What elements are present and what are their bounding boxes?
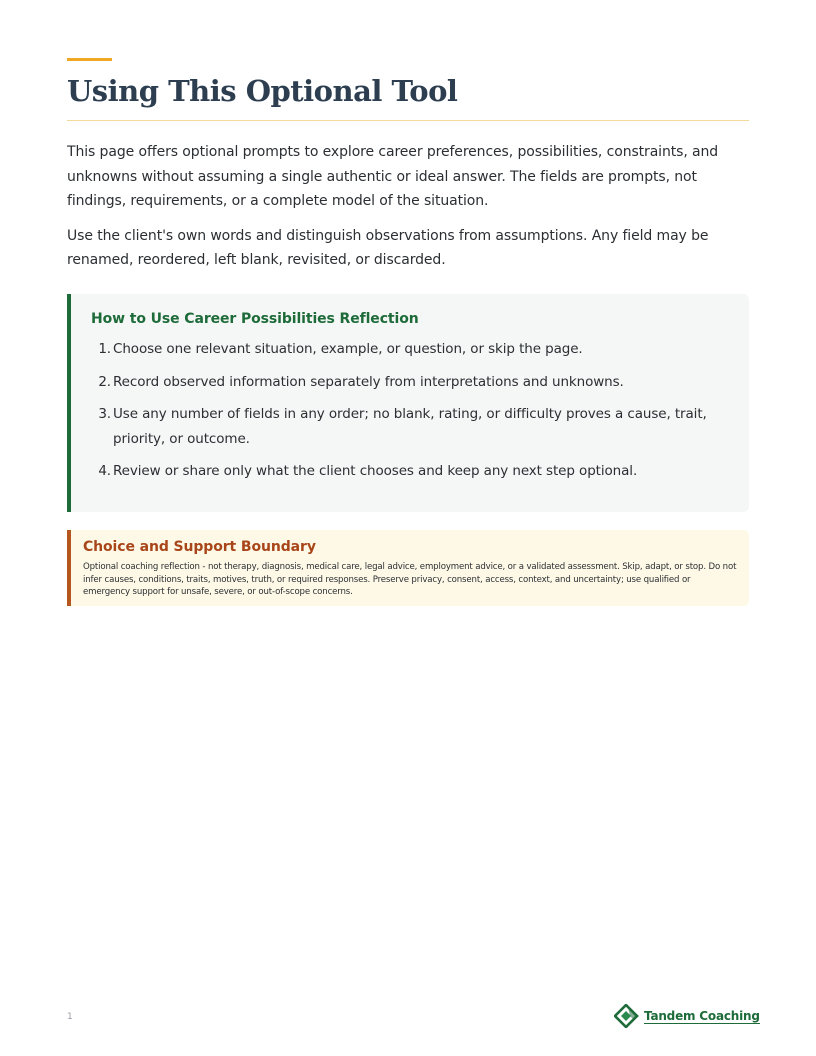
- boundary-callout: [67, 530, 749, 606]
- boundary-text: Optional coaching reflection - not therapy, diagnosis, medical care, legal advice, employment advice, or a validated assessment. Skip, adapt, or stop. Do not infer causes, conditions, traits, motives, truth, or required responses. Preserve privacy, consent, access, context, and uncertainty; use qualified or emergency support for unsafe, severe, or out-of-scope concerns.: [83, 562, 737, 597]
- title-accent-bar: [67, 58, 112, 61]
- brand-name: Tandem Coaching: [644, 1008, 760, 1023]
- list-item: [96, 337, 716, 362]
- how-to-callout: [67, 294, 749, 512]
- step-text: Review or share only what the client chooses and keep any next step optional.: [113, 463, 638, 479]
- list-item: [96, 402, 716, 451]
- list-item: [96, 370, 716, 395]
- how-to-title: How to Use Career Possibilities Reflection: [91, 311, 419, 327]
- title-divider: [67, 120, 749, 121]
- step-number: 2.: [98, 373, 111, 390]
- list-item: [96, 459, 716, 484]
- step-text: Choose one relevant situation, example, or question, or skip the page.: [113, 341, 583, 357]
- step-number: 4.: [98, 463, 111, 479]
- boundary-title: Choice and Support Boundary: [83, 539, 316, 555]
- brand-logo: [614, 1004, 760, 1028]
- step-number: 1.: [98, 341, 111, 357]
- step-text: Use any number of fields in any order; no blank, rating, or difficulty proves a cause, trait, priority, or outcome.: [113, 406, 707, 447]
- intro-paragraph: Use the client's own words and distinguish observations from assumptions. Any field may be renamed, reordered, left blank, revisited, or discarded.: [67, 227, 709, 268]
- step-number: 3.: [98, 406, 111, 422]
- diamond-logo-icon: [614, 1004, 640, 1028]
- intro-section: [67, 140, 751, 273]
- intro-paragraph: This page offers optional prompts to explore career preferences, possibilities, constraints, and unknowns without assuming a single authentic or ideal answer. The fields are prompts, not findings, requirements, or a complete model of the situation.: [67, 144, 719, 209]
- step-text: Record observed information separately from interpretations and unknowns.: [113, 373, 624, 390]
- page-number: 1: [67, 1012, 73, 1022]
- how-to-steps: [96, 337, 716, 492]
- page-title: Using This Optional Tool: [67, 74, 458, 108]
